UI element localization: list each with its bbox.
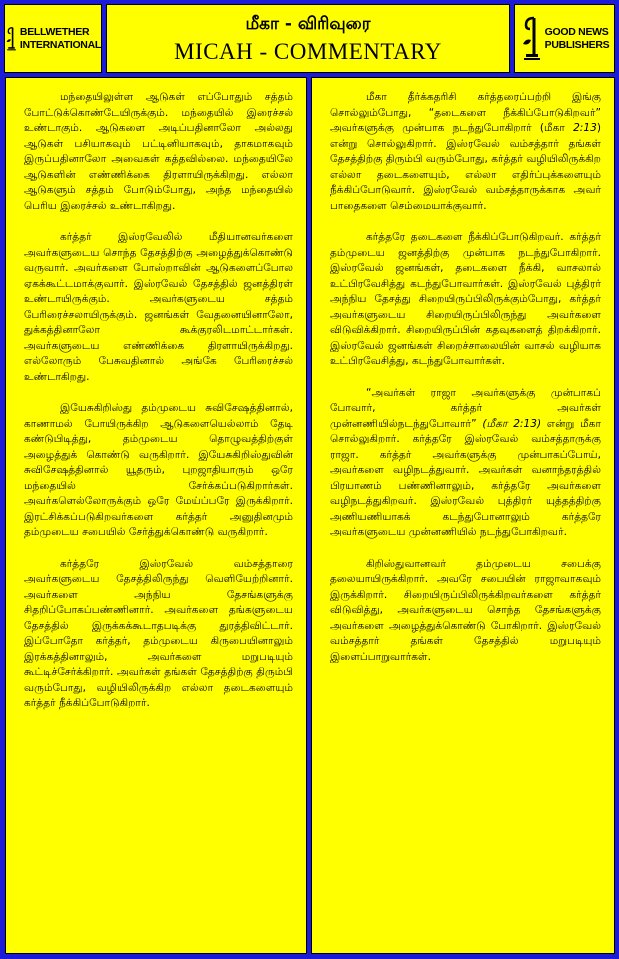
scripture-reference: 2:13 [573, 122, 597, 134]
page-title-english: MICAH - COMMENTARY [174, 39, 442, 64]
paragraph [330, 90, 601, 214]
logo-line-1: GOOD NEWS [544, 25, 609, 38]
logo-line-1: BELLWETHER [19, 25, 90, 38]
logo-line-2: INTERNATIONAL [19, 38, 101, 51]
scripture-reference: (மீகா 2:13) [482, 417, 542, 430]
good-news-publishers-logo [514, 4, 615, 73]
paragraph [330, 386, 601, 541]
title-panel [106, 4, 510, 73]
paragraph-text: “அவர்கள் ராஜா அவர்களுக்கு முன்பாகப் போவார், கர்த்தர் அவர்கள் முன்னணியில்நடந்துபோவார்” [330, 386, 601, 430]
left-column [5, 77, 307, 954]
logo-line-2: PUBLISHERS [544, 38, 610, 51]
paragraph: கர்த்தர் இஸ்ரவேலில் மீதியானவர்களை அவர்களுடைய சொந்த தேசத்திற்கு அழைத்துக்கொண்டு வருவார். அவர்களை போஸ்றாவின் ஆடுகளைப்போல ஏகக்கூட்டமாக்குவார். இஸ்ரவேல் தேசத்தில் ஜனத்திரள் உண்டாயிருக்கும். அவர்களுடைய சத்தம் பேரிரைச்சலாயிருக்கும். ஜனங்கள் வேதனையினாலோ, துக்கத்தினாலோ கூக்குரலிடமாட்டார்கள். அவர்களுடைய எண்ணிக்கை திரளாயிருக்கிறது. எல்லோரும் பேசுவதினால் அங்கே பேரிரைச்சல் உண்டாகிறது. [24, 231, 293, 383]
paragraph: இயேசுகிறிஸ்து தம்முடைய சுவிசேஷத்தினால், காணாமல் போயிருக்கிற ஆடுகளையெல்லாம் தேடி கண்டுபிடித்து, தம்முடைய தொழுவத்திற்குள் அழைத்துக் கொண்டு வருகிறார். இயேசுகிறிஸ்துவின் சுவிசேஷத்தினால் யூதரும், புறஜாதியாரும் ஒரே மந்தையில் சேர்க்கப்படுகிறார்கள். அவர்களெல்லோருக்கும் ஒரே மேய்ப்பரே இருக்கிறார். இரட்சிக்கப்படுகிறவர்களை கர்த்தர் அனுதினமும் தம்முடைய சபையில் சேர்த்துக்கொண்டு வருகிறார். [24, 402, 293, 538]
shepherd-staff-icon [520, 14, 542, 64]
paragraph-text: ) என்று சொல்லுகிறார். இஸ்ரவேல் வம்சத்தார் தங்கள் தேசத்திற்கு திரும்பி வரும்போது, கர்த்தர் வழியிலிருக்கிற எல்லா தடைகளையும், எல்லா எதிர்ப்புக்களையும் நீக்கிப்போடுவார். இஸ்ரவேல் வம்சத்தாருக்காக அவர் பாதைகளை செம்மையாக்குவார். [330, 122, 601, 212]
paragraph-text: கிறிஸ்துவானவர் தம்முடைய சபைக்கு தலையாயிருக்கிறார். அவரே சபையின் ராஜாவாகவும் இருக்கிறார். சிறையிருப்பிலிருக்கிறவர்களை கர்த்தர் விடுவித்து, அவர்களுடைய சொந்த தேசங்களுக்கு அவர்களை அழைத்துக்கொண்டு போகிறார். இஸ்ரவேல் வம்சத்தார் தங்கள் தேசத்தில் மறுபடியும் இளைப்பாறுவார்கள். [330, 557, 601, 663]
right-column [311, 77, 615, 954]
paragraph [330, 557, 601, 666]
page-title-tamil: மீகா - விரிவுரை [245, 14, 371, 34]
paragraph: கர்த்தரே இஸ்ரவேல் வம்சத்தாரை அவர்களுடைய தேசத்திலிருந்து வெளியேற்றினார். அவர்களை அந்நிய தேசங்களுக்கு சிதறிப்போகப்பண்ணினார். அவர்களை தங்களுடைய தேசத்தில் இருக்கக்கூடாதபடிக்கு துரத்திவிட்டார். இப்போதோ கர்த்தர், தம்முடைய கிருபையினாலும் இரக்கத்தினாலும், அவர்களை மறுபடியும் கூட்டிச்சேர்க்கிறார். அவர்கள் தங்கள் தேசத்திற்கு திரும்பி வரும்போது, வழியிலிருக்கிற எல்லா தடைகளையும் கர்த்தர் நீக்கிப்போடுகிறார். [24, 557, 293, 709]
paragraph-text: என்று மீகா சொல்லுகிறார். கர்த்தரே இஸ்ரவேல் வம்சத்தாருக்கு ராஜா. கர்த்தர் அவர்களுக்கு முன்பாகப்போய், அவர்களை வழிநடத்துவார். அவர்கள் வனாந்தரத்தில் பிரயாணம் பண்ணினாலும், கர்த்தரே அவர்களை வழிநடத்துகிறவர். இஸ்ரவேல் புத்திரர் யுத்தத்திற்கு அணியணியாகக் கடந்துபோனாலும் கர்த்தரே அவர்களுடைய முன்னணியில் நடந்துபோகிறவர். [330, 417, 601, 538]
paragraph: மந்தையிலுள்ள ஆடுகள் எப்போதும் சத்தம் போட்டுக்கொண்டேயிருக்கும். மந்தையில் இரைச்சல் உண்டாகும். ஆடுகளை அடிப்பதினாலோ அல்லது ஆடுகள் பசியாகவும் பட்டினியாகவும், தாகமாகவும் இருப்பதினாலோ அவைகள் கத்தவில்லை. மந்தையிலே ஆடுகளின் எண்ணிக்கை திரளாயிருக்கிறது. எல்லா ஆடுகளும் சத்தம் போடும்போது, அந்த மந்தையில் பெரிய இரைச்சல் உண்டாகிறது. [24, 91, 293, 212]
bellwether-logo [4, 4, 102, 73]
paragraph-text: கர்த்தரே தடைகளை நீக்கிப்போடுகிறவர். கர்த்தர் தம்முடைய ஜனத்திற்கு முன்பாக நடந்துபோகிறார். இஸ்ரவேல் ஜனங்கள், தடைகளை நீக்கி, வாசலால் உட்பிரவேசித்து கடந்துபோவார்கள். இஸ்ரவேல் புத்திரர் அந்நிய தேசத்து சிறையிருப்பிலிருக்கும்போது, கர்த்தர் அவர்களுடைய சிறையிருப்பிலிருந்து அவர்களை விடுவிக்கிறார். சிறையிருப்பின் கதவுகளைத் திறக்கிறார். இஸ்ரவேல் ஜனங்கள் சிறைச்சாலையின் வாசல் வழியாக உட்பிரவேசித்து, கடந்துபோவார்கள். [330, 231, 601, 367]
paragraph [330, 230, 601, 370]
paragraph-text: மீகா தீர்க்கதரிசி கர்த்தரைப்பற்றி இங்கு சொல்லும்போது, “தடைகளை நீக்கிப்போடுகிறவர்” அவர்களுக்கு முன்பாக நடந்துபோகிறார் (மீகா [330, 91, 601, 134]
shepherd-staff-icon [5, 14, 17, 64]
